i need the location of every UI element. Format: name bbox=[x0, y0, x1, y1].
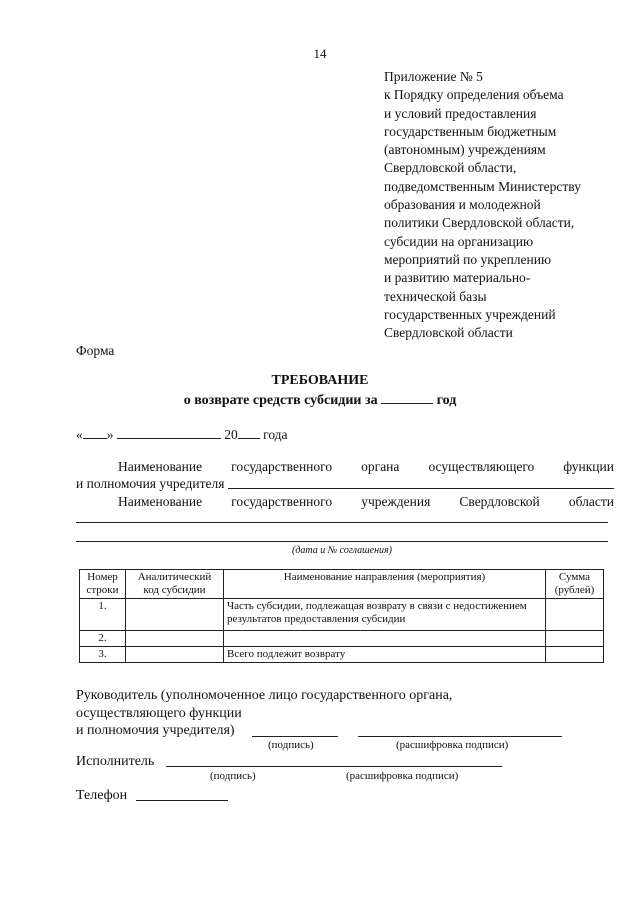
table-row bbox=[80, 599, 604, 631]
head-decoding-caption: (расшифровка подписи) bbox=[396, 739, 509, 751]
row-sum[interactable] bbox=[546, 647, 604, 663]
header-name: Наименование направления (мероприятия) bbox=[224, 570, 546, 599]
appendix-line: мероприятий по укреплению bbox=[384, 251, 552, 267]
year-word: года bbox=[263, 427, 288, 442]
appendix-line: и развитию материально- bbox=[384, 270, 531, 286]
agreement-blank[interactable] bbox=[76, 541, 608, 542]
header-sum: Сумма (рублей) bbox=[546, 570, 604, 599]
document-subtitle bbox=[0, 391, 640, 409]
appendix-line: технической базы bbox=[384, 288, 487, 304]
refund-table bbox=[79, 569, 604, 663]
appendix-line: образования и молодежной bbox=[384, 197, 541, 213]
row-number: 3. bbox=[80, 647, 126, 663]
row-number: 1. bbox=[80, 599, 126, 631]
header-row-number: Номер строки bbox=[80, 570, 126, 599]
appendix-line: Приложение № 5 bbox=[384, 69, 483, 84]
word: Свердловской bbox=[459, 494, 540, 509]
word: государственного bbox=[231, 459, 333, 474]
word: государственного bbox=[231, 494, 333, 509]
document-title: ТРЕБОВАНИЕ bbox=[271, 373, 369, 388]
quote-open: « bbox=[76, 427, 83, 442]
word: Наименование bbox=[118, 494, 203, 509]
appendix-line: Свердловской области bbox=[384, 325, 513, 341]
table-header-row bbox=[80, 570, 604, 599]
row-code[interactable] bbox=[126, 631, 224, 647]
appendix-line: политики Свердловской области, bbox=[384, 215, 575, 231]
appendix-line: субсидии на организацию bbox=[384, 233, 534, 249]
agreement-caption: (дата и № соглашения) bbox=[291, 545, 393, 556]
head-decoding-blank[interactable] bbox=[358, 736, 562, 737]
organ-label: и полномочия учредителя bbox=[76, 476, 225, 491]
date-line bbox=[76, 426, 288, 443]
header-code: Аналитический код субсидии bbox=[126, 570, 224, 599]
year-suffix-blank[interactable] bbox=[238, 426, 260, 439]
table-row bbox=[80, 647, 604, 663]
subtitle-prefix: о возврате средств субсидии за bbox=[183, 393, 378, 408]
organ-line-1 bbox=[76, 459, 614, 475]
appendix-line: подведомственным Министерству bbox=[384, 178, 581, 194]
row-sum[interactable] bbox=[546, 599, 604, 631]
appendix-line: государственных учреждений bbox=[384, 306, 556, 322]
executor-signature-caption: (подпись) bbox=[210, 770, 256, 782]
word: Наименование bbox=[118, 459, 203, 474]
head-signature-blank[interactable] bbox=[252, 736, 338, 737]
executor-decoding-caption: (расшифровка подписи) bbox=[346, 770, 459, 782]
month-blank[interactable] bbox=[117, 426, 221, 439]
executor-label: Исполнитель bbox=[76, 754, 155, 769]
page-number: 14 bbox=[313, 46, 327, 61]
head-signature-caption: (подпись) bbox=[268, 739, 314, 751]
row-name: Всего подлежит возврату bbox=[224, 647, 546, 663]
word: функции bbox=[563, 459, 614, 474]
institution-blank[interactable] bbox=[76, 522, 608, 523]
row-name[interactable] bbox=[224, 631, 546, 647]
row-sum[interactable] bbox=[546, 631, 604, 647]
subtitle-suffix: год bbox=[436, 393, 457, 408]
appendix-line: и условий предоставления bbox=[384, 105, 537, 121]
institution-line bbox=[76, 494, 614, 510]
head-line-2: осуществляющего функции bbox=[76, 706, 242, 721]
word: осуществляющего bbox=[428, 459, 535, 474]
quote-close: » bbox=[106, 427, 114, 442]
year-blank[interactable] bbox=[381, 391, 433, 404]
appendix-line: Свердловской области, bbox=[384, 160, 517, 176]
day-blank[interactable] bbox=[83, 426, 107, 439]
appendix-note bbox=[384, 68, 634, 342]
form-label: Форма bbox=[76, 343, 115, 358]
table-row bbox=[80, 631, 604, 647]
appendix-line: (автономным) учреждениям bbox=[384, 142, 546, 158]
executor-blank[interactable] bbox=[166, 766, 502, 767]
row-code[interactable] bbox=[126, 599, 224, 631]
organ-line-2 bbox=[76, 476, 614, 492]
word: учреждения bbox=[361, 494, 431, 509]
phone-blank[interactable] bbox=[136, 800, 228, 801]
appendix-line: государственным бюджетным bbox=[384, 123, 557, 139]
organ-blank[interactable] bbox=[228, 488, 614, 489]
row-name: Часть субсидии, подлежащая возврату в связи с недостижением результатов предоставления субсидии bbox=[224, 599, 546, 631]
head-line-3: и полномочия учредителя) bbox=[76, 723, 235, 738]
row-number: 2. bbox=[80, 631, 126, 647]
word: области bbox=[568, 494, 614, 509]
head-line-1: Руководитель (уполномоченное лицо государственного органа, bbox=[76, 688, 453, 703]
year-prefix: 20 bbox=[224, 427, 238, 442]
phone-label: Телефон bbox=[76, 788, 128, 803]
word: органа bbox=[361, 459, 400, 474]
row-code[interactable] bbox=[126, 647, 224, 663]
appendix-line: к Порядку определения объема bbox=[384, 87, 564, 103]
